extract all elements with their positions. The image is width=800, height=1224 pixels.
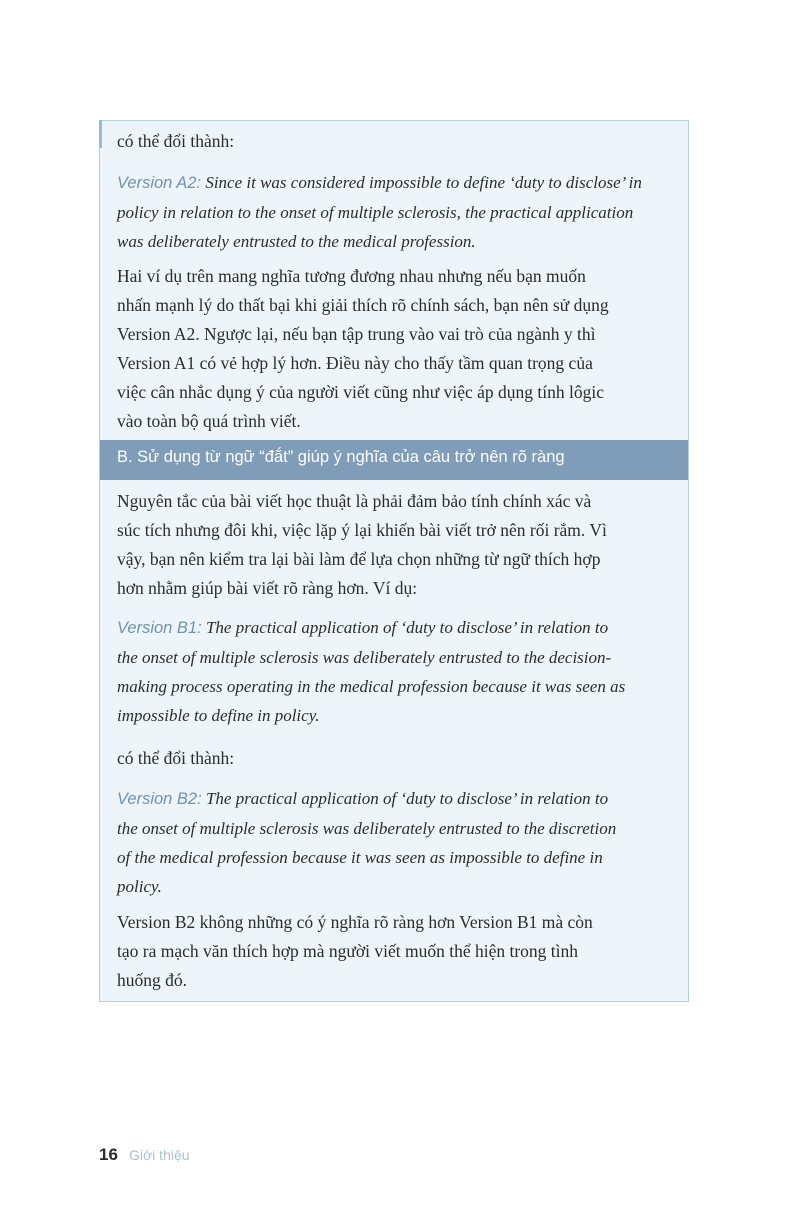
version-b2-line-2: the onset of multiple sclerosis was deliberately entrusted to the discretion [117, 819, 617, 838]
version-a2-line-1 [117, 168, 677, 198]
page-number: 16 [99, 1145, 118, 1164]
para2-line: súc tích nhưng đôi khi, việc lặp ý lại khiến bài viết trở nên rối rắm. Vì [117, 520, 607, 540]
para3-line: Version B2 không những có ý nghĩa rõ ràng hơn Version B1 mà còn [117, 912, 593, 932]
footer-section-label: Giới thiệu [129, 1147, 190, 1163]
intro-block [117, 127, 677, 156]
version-b2-label: Version B2: [117, 790, 202, 808]
version-b2-line-1 [117, 784, 677, 814]
version-b2-line-4: policy. [117, 877, 162, 896]
para1-line: vào toàn bộ quá trình viết. [117, 411, 301, 431]
para2-line: Nguyên tắc của bài viết học thuật là phải đảm bảo tính chính xác và [117, 491, 592, 511]
para1-line: Version A1 có vẻ hợp lý hơn. Điều này cho thấy tầm quan trọng của [117, 353, 593, 373]
version-b1-line-1 [117, 613, 677, 643]
version-b1-block [117, 613, 677, 730]
version-a2-block [117, 168, 677, 256]
para1-line: việc cân nhắc dụng ý của người viết cũng như việc áp dụng tính lôgic [117, 382, 604, 402]
paragraph-2 [117, 487, 677, 603]
box-accent-line [99, 120, 102, 148]
section-b-title: B. Sử dụng từ ngữ “đắt” giúp ý nghĩa của câu trở nên rõ ràng [117, 448, 565, 466]
transition-text: có thể đổi thành: [117, 748, 235, 768]
para1-line: Version A2. Ngược lại, nếu bạn tập trung vào vai trò của ngành y thì [117, 324, 596, 344]
version-b2-line-3: of the medical profession because it was seen as impossible to define in [117, 848, 603, 867]
para1-line: Hai ví dụ trên mang nghĩa tương đương nhau nhưng nếu bạn muốn [117, 266, 586, 286]
version-a2-text-1: Since it was considered impossible to define ‘duty to disclose’ in [205, 173, 642, 192]
version-a2-line-2: policy in relation to the onset of multiple sclerosis, the practical application [117, 203, 634, 222]
transition-text-block [117, 744, 677, 773]
version-b1-line-3: making process operating in the medical profession because it was seen as [117, 677, 626, 696]
version-b1-line-2: the onset of multiple sclerosis was deliberately entrusted to the decision- [117, 648, 612, 667]
para3-line: tạo ra mạch văn thích hợp mà người viết muốn thể hiện trong tình [117, 941, 579, 961]
version-b2-block [117, 784, 677, 901]
paragraph-3 [117, 908, 677, 995]
version-b1-label: Version B1: [117, 619, 202, 637]
intro-text: có thể đổi thành: [117, 131, 235, 151]
paragraph-1 [117, 262, 677, 436]
version-b1-text-1: The practical application of ‘duty to disclose’ in relation to [205, 618, 609, 637]
para2-line: vậy, bạn nên kiểm tra lại bài làm để lựa chọn những từ ngữ thích hợp [117, 549, 601, 569]
version-a2-line-3: was deliberately entrusted to the medical profession. [117, 232, 476, 251]
version-b2-text-1: The practical application of ‘duty to disclose’ in relation to [205, 789, 609, 808]
version-b1-line-4: impossible to define in policy. [117, 706, 320, 725]
version-a2-label: Version A2: [117, 174, 202, 192]
para2-line: hơn nhằm giúp bài viết rõ ràng hơn. Ví dụ: [117, 578, 418, 598]
para1-line: nhấn mạnh lý do thất bại khi giải thích rõ chính sách, bạn nên sử dụng [117, 295, 609, 315]
para3-line: huống đó. [117, 970, 187, 990]
